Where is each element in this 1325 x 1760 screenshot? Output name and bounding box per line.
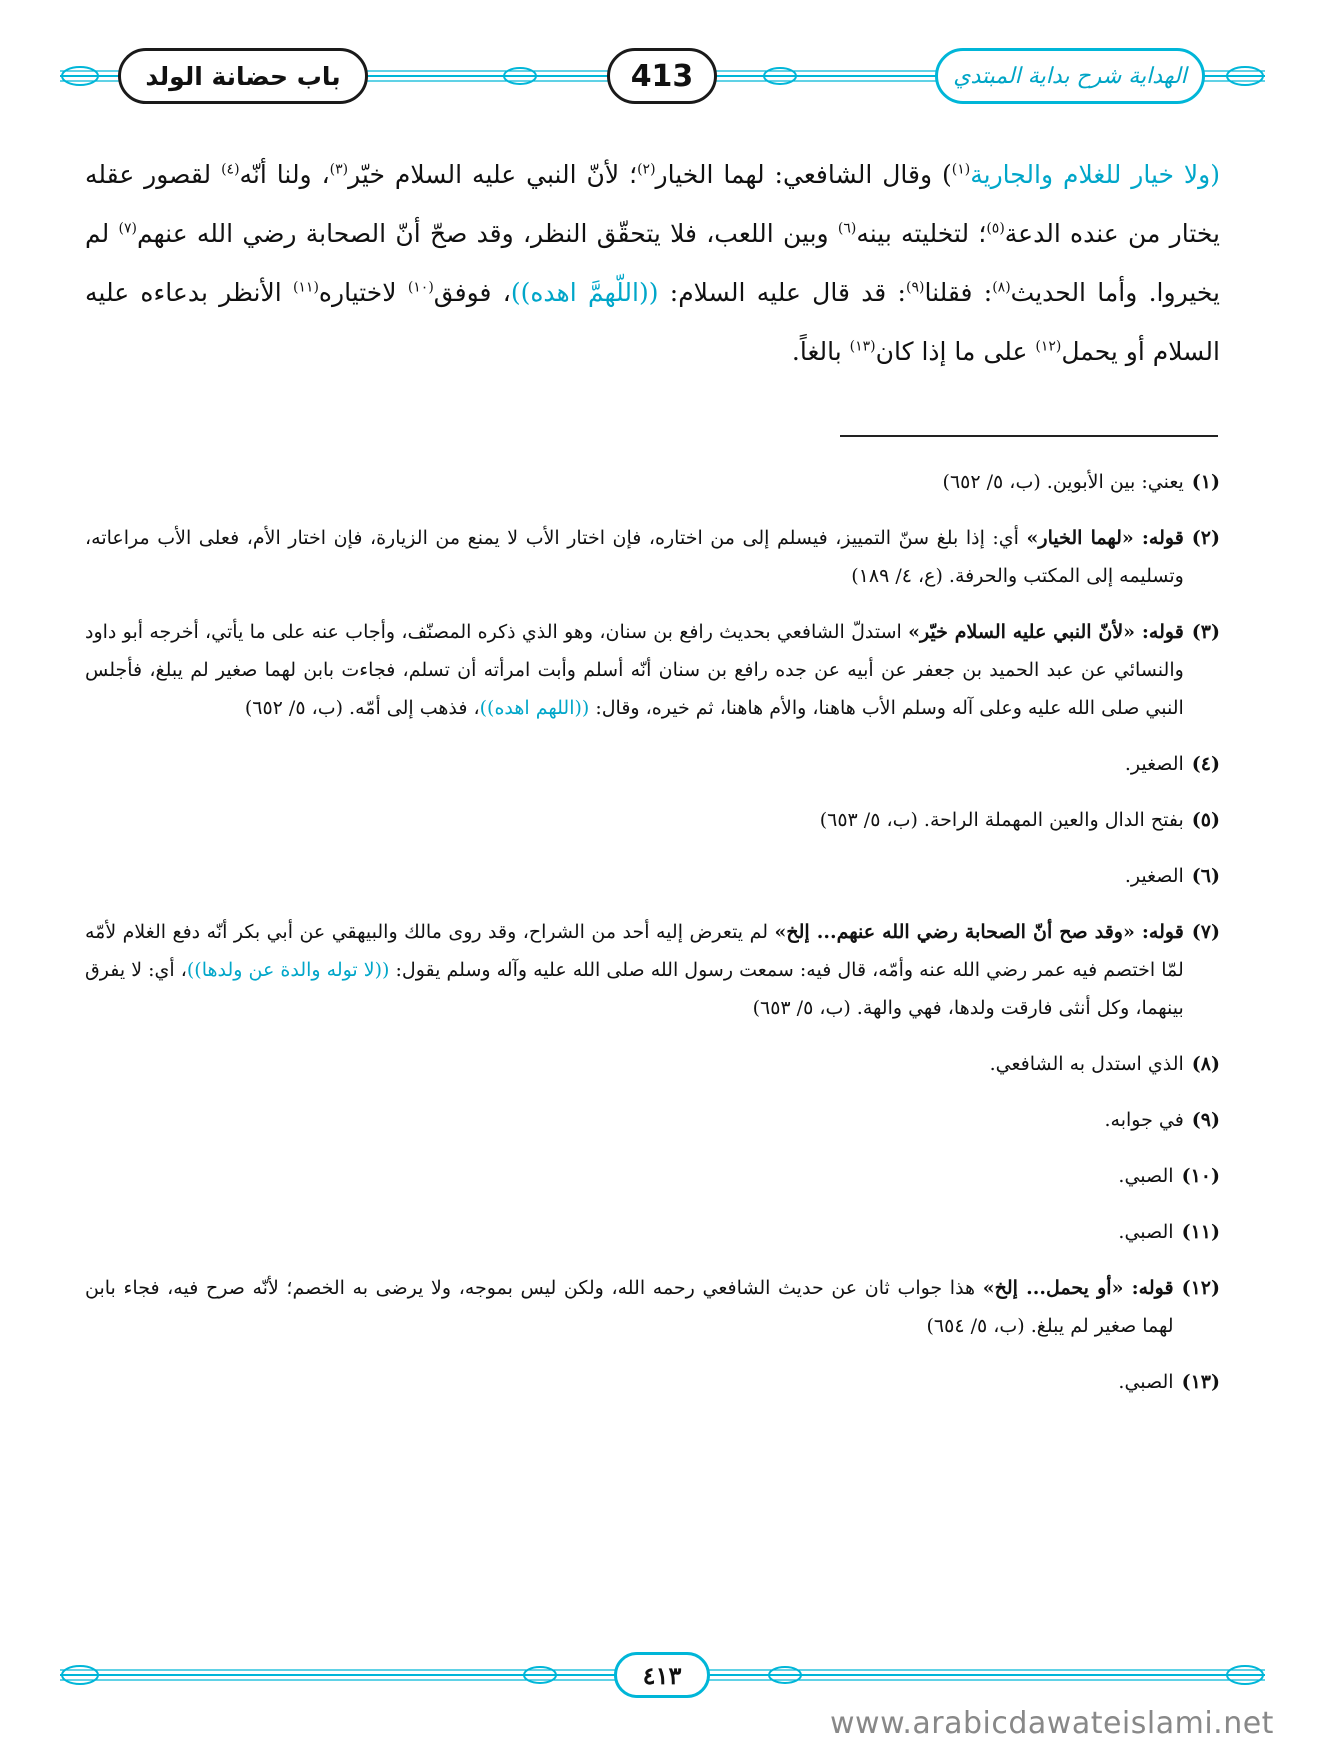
footnote-item	[85, 745, 1220, 783]
footnote-ref: (١٢)	[1035, 338, 1062, 355]
footnote-number: (٨)	[1191, 1053, 1220, 1075]
footnote-text	[85, 801, 1184, 839]
footnote-ref: (٥)	[986, 220, 1005, 237]
footnote-item	[85, 1269, 1220, 1345]
footnote-number: (١٣)	[1181, 1371, 1220, 1393]
footnote-text	[85, 519, 1184, 595]
footnote-segment: ، أي: لا يفرق بينهما، وكل أنثى فارقت ولدها، فهي والهة. (ب، ٥/ ٦٥٣)	[85, 959, 1184, 1019]
footnote-segment: هذا جواب ثان عن حديث الشافعي رحمه الله، ولكن ليس بموجه، ولا يرضى به الخصم؛ لأنّه صرح فيه، فجاء بابن لهما صغير لم يبلغ. (ب، ٥/ ٦٥٤)	[85, 1277, 1174, 1337]
footnote-number: (٦)	[1191, 865, 1220, 887]
footnotes	[85, 463, 1220, 1419]
footnote-ref: (٢)	[637, 161, 656, 178]
footnote-text	[85, 613, 1184, 727]
footnote-segment: الصبي.	[1118, 1221, 1174, 1243]
main-text-segment: بالغاً.	[791, 337, 850, 366]
footnote-ref: (٩)	[905, 279, 925, 296]
footnote-ref: (١١)	[292, 279, 319, 296]
footnote-ref: (٤)	[221, 161, 240, 178]
footnote-item	[85, 1213, 1220, 1251]
highlighted-text: ((اللهم اهده))	[479, 697, 590, 719]
footnote-segment: الصبي.	[1118, 1371, 1174, 1393]
footnote-number: (٢)	[1191, 527, 1220, 549]
footnote-quote: قوله: «أو يحمل... إلخ»	[982, 1277, 1174, 1299]
footnote-segment: أي: إذا بلغ سنّ التمييز، فيسلم إلى من اختاره، فإن اختار الأب لا يمنع من الزيارة، فإن اختار الأم، فعلى الأب مراعاته، وتسليمه إلى المكتب والحرفة. (ع، ٤/ ١٨٩)	[85, 527, 1184, 587]
main-text	[85, 145, 1220, 381]
main-text-segment: على ما إذا كان	[875, 337, 1036, 366]
footnote-number: (٣)	[1191, 621, 1220, 643]
footnote-segment: ، فذهب إلى أمّه. (ب، ٥/ ٦٥٢)	[244, 697, 480, 719]
main-text-segment: وبين اللعب، فلا يتحقّق النظر، وقد صحّ أنّ الصحابة رضي الله عنهم	[136, 219, 838, 248]
book-title: الهداية شرح بداية المبتدي	[953, 63, 1187, 89]
chapter-title: باب حضانة الولد	[145, 61, 341, 91]
main-text-segment: : قد قال عليه السلام:	[658, 278, 906, 307]
footnote-item	[85, 519, 1220, 595]
footnote-item	[85, 1363, 1220, 1401]
footnote-item	[85, 801, 1220, 839]
footnote-number: (٥)	[1191, 809, 1220, 831]
main-text-segment: : فقلنا	[924, 278, 993, 307]
footnote-ref: (١)	[951, 161, 971, 178]
footnote-segment: بفتح الدال والعين المهملة الراحة. (ب، ٥/ ٦٥٣)	[819, 809, 1184, 831]
footnote-number: (٩)	[1191, 1109, 1220, 1131]
footnote-number: (٧)	[1191, 921, 1220, 943]
highlighted-text: ((لا توله والدة عن ولدها))	[186, 959, 390, 981]
footnote-item	[85, 613, 1220, 727]
page-number: 413	[630, 58, 694, 94]
footnote-segment: الذي استدل به الشافعي.	[989, 1053, 1184, 1075]
main-text-segment: لقصور عقله يختار من عنده الدعة	[85, 160, 1220, 248]
website-url: www.arabicdawateislami.net	[830, 1706, 1274, 1741]
footnote-item	[85, 857, 1220, 895]
highlighted-text: (ولا خيار للغلام والجارية	[970, 160, 1220, 189]
footnote-segment: استدلّ الشافعي بحديث رافع بن سنان، وهو الذي ذكره المصنّف، وأجاب عنه على ما يأتي، أخرجه أبو داود والنسائي عن عبد الحميد بن جعفر عن أبيه عن جده رافع بن سنان أنّه أسلم وأبت امرأته أن تسلم، فجاءت بابن لهما صغير لم يبلغ، فأجلس النبي صلى الله عليه وعلى آله وسلم الأب هاهنا، والأم هاهنا، ثم خيره، وقال:	[85, 621, 1184, 719]
footnote-text	[85, 745, 1184, 783]
footnote-segment: لم يتعرض إليه أحد من الشراح، وقد روى مالك والبيهقي عن أبي بكر أنّه دفع الغلام لأمّه لمّا اختصم فيه عمر رضي الله عنه وأمّه، قال فيه: سمعت رسول الله صلى الله عليه وآله وسلم يقول:	[85, 921, 1184, 981]
footnote-number: (١٠)	[1181, 1165, 1220, 1187]
footnote-number: (١٢)	[1181, 1277, 1220, 1299]
footnote-ref: (٨)	[992, 279, 1011, 296]
footnote-ref: (٧)	[118, 220, 137, 237]
footnote-number: (١)	[1191, 471, 1220, 493]
footnote-text	[85, 913, 1184, 1027]
footnote-quote: قوله: «لهما الخيار»	[1026, 527, 1184, 549]
footnote-number: (١١)	[1181, 1221, 1220, 1243]
main-text-segment: ، فوفق	[433, 278, 511, 307]
footnote-text	[85, 1101, 1184, 1139]
footnote-ref: (١٣)	[849, 338, 876, 355]
footnote-quote: قوله: «وقد صح أنّ الصحابة رضي الله عنهم... إلخ»	[774, 921, 1184, 943]
footnote-segment: يعني: بين الأبوين. (ب، ٥/ ٦٥٢)	[942, 471, 1184, 493]
main-text-segment: ، ولنا أنّه	[239, 160, 330, 189]
main-paragraph	[85, 145, 1220, 381]
footnote-segment: الصغير.	[1124, 753, 1184, 775]
footnote-item	[85, 463, 1220, 501]
footnote-text	[85, 463, 1184, 501]
footnote-text	[85, 1363, 1174, 1401]
footnote-ref: (٣)	[329, 161, 349, 178]
book-title-box	[935, 48, 1205, 104]
footnote-item	[85, 913, 1220, 1027]
footnote-quote: قوله: «لأنّ النبي عليه السلام خيّر»	[908, 621, 1184, 643]
footer-page-number-box	[614, 1652, 710, 1698]
main-text-segment: ) وقال الشافعي: لهما الخيار	[655, 160, 952, 189]
footnote-separator	[840, 435, 1218, 437]
footnote-segment: الصبي.	[1118, 1165, 1174, 1187]
footnote-text	[85, 1269, 1174, 1345]
chapter-title-box	[118, 48, 368, 104]
main-text-segment: لاختياره	[318, 278, 408, 307]
footnote-text	[85, 1213, 1174, 1251]
main-text-segment: ؛ لتخليته بينه	[856, 219, 987, 248]
footnote-text	[85, 1157, 1174, 1195]
footnote-text	[85, 1045, 1184, 1083]
main-text-segment: لم يخيروا. وأما الحديث	[85, 219, 1221, 307]
footnote-segment: الصغير.	[1124, 865, 1184, 887]
page-number-box	[607, 48, 717, 104]
main-text-segment: الأنظر بدعاءه عليه السلام أو يحمل	[85, 278, 1220, 366]
footnote-ref: (١٠)	[407, 279, 434, 296]
footnote-item	[85, 1101, 1220, 1139]
footnote-number: (٤)	[1191, 753, 1220, 775]
main-text-segment: ؛ لأنّ النبي عليه السلام خيّر	[348, 160, 638, 189]
footnote-item	[85, 1157, 1220, 1195]
footer-page-number: ٤١٣	[642, 1660, 682, 1690]
footnote-item	[85, 1045, 1220, 1083]
highlighted-text: ((اللّهمَّ اهده))	[510, 278, 659, 307]
footnote-segment: في جوابه.	[1104, 1109, 1184, 1131]
footnote-text	[85, 857, 1184, 895]
footnote-ref: (٦)	[837, 220, 857, 237]
